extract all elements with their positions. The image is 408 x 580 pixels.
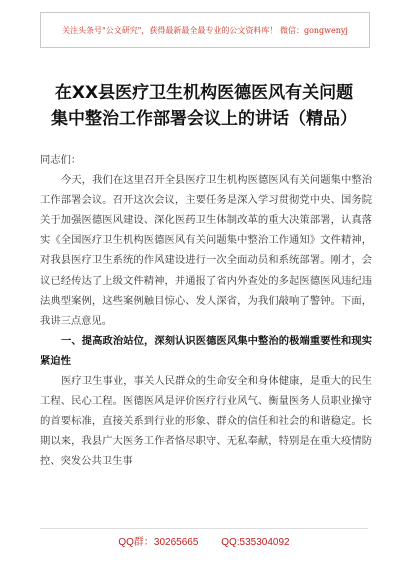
footer-qq-group: QQ群：30265665 [118, 537, 199, 548]
footer-qq: QQ:535304092 [221, 537, 290, 548]
title-line-2: 集中整治工作部署会议上的讲话（精品） [51, 109, 357, 129]
footer [0, 533, 408, 548]
document-title [20, 80, 388, 132]
paragraph-1: 今天，我们在这里召开全县医疗卫生机构医德医风有关问题集中整治工作部署会议。召开这次会议，主要任务是深入学习贯彻党中央、国务院关于加强医德医风建设、深化医药卫生体制改革的重大决策部署，认真落实《全国医疗卫生机构医德医风有关问题集中整治工作通知》文件精神，对我县医疗卫生系统的作风建设进行一次全面动员和系统部署。刚才，会议已经传达了上级文件精神，并通报了省内外查处的多起医德医风违纪违法典型案例，这些案例触目惊心、发人深省，为我们敲响了警钟。下面，我讲三点意见。 [40, 174, 372, 327]
top-banner [40, 12, 370, 48]
title-line-1: 在XX县医疗卫生机构医德医风有关问题 [54, 83, 354, 103]
banner-text: 关注头条号"公文研究"，获得最新最全最专业的公文资料库！ 微信：gongwenyj [62, 25, 348, 35]
section-heading-1: 一、提高政治站位，深刻认识医德医风集中整治的极端重要性和现实紧迫性 [40, 334, 372, 367]
salutation: 同志们： [40, 154, 82, 166]
paragraph-2: 医疗卫生事业，事关人民群众的生命安全和身体健康，是重大的民生工程、民心工程。医德医风是评价医疗行业风气、衡量医务人员职业操守的首要标准，直接关系到行业的形象、群众的信任和社会的和谐稳定。长期以来，我县广大医务工作者恪尽职守、无私奉献，特别是在重大疫情防控、突发公共卫生事 [40, 375, 372, 468]
footer-divider [40, 528, 368, 529]
document-body [40, 150, 372, 472]
